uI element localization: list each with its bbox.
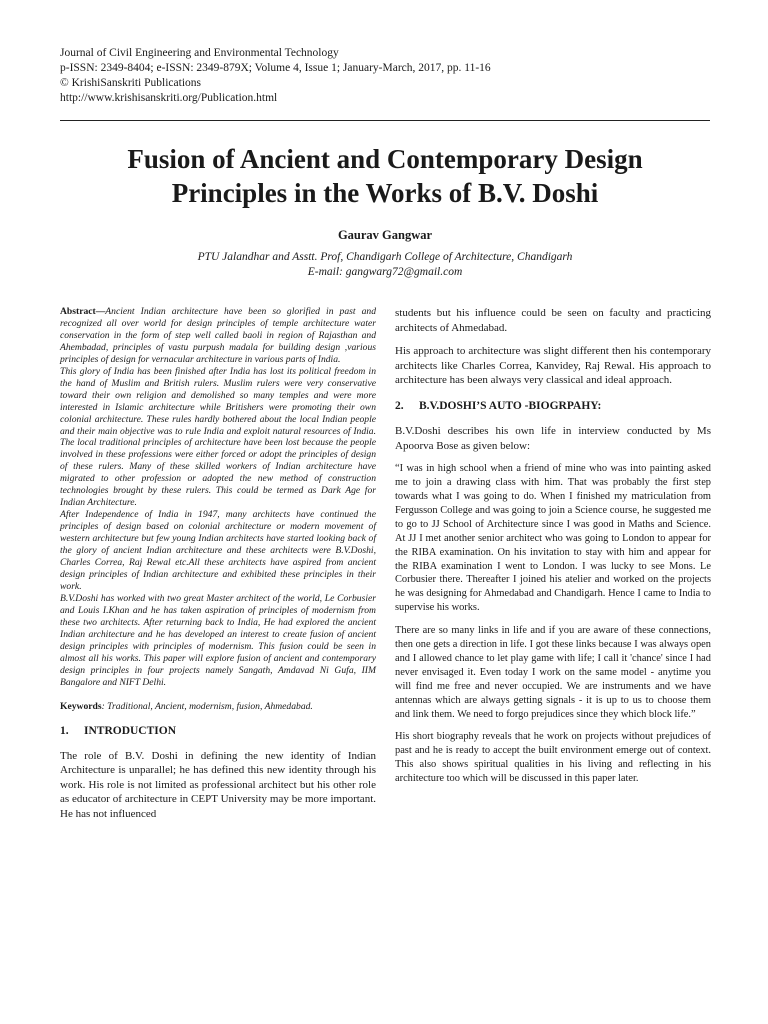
keywords bbox=[60, 701, 376, 713]
section-title: B.V.DOSHI’S AUTO -BIOGRPAHY: bbox=[419, 399, 602, 412]
section-heading-biography bbox=[395, 400, 711, 412]
journal-name: Journal of Civil Engineering and Environmental Technology bbox=[60, 47, 339, 59]
bio-quote-paragraph-1: “I was in high school when a friend of mine who was into painting asked me to join a drawing class with him. That was probably the first step towards what I was going to do. When I finished my matriculation from Fergusson College and was going to join a Science course, he suggested me to go to JJ School of Architecture since I was good in Maths and Science. At JJ I met another senior architect who was going to London to appear for the RIBA examination. On his invitation to stay with him and appear for the RIBA examination I went to London. I was lucky to see Mons. Le Corbusier there. Thereafter I joined his atelier and worked on the projects he was designing for Ahmedabad and Chandigarh. Hence I came to India to supervise his works. bbox=[395, 463, 711, 614]
section-title: INTRODUCTION bbox=[84, 724, 177, 737]
section-number: 2. bbox=[395, 399, 404, 412]
author-affiliation: PTU Jalandhar and Asstt. Prof, Chandigarh College of Architecture, Chandigarh bbox=[197, 251, 573, 263]
intro-paragraph-1: The role of B.V. Doshi in defining the new identity of Indian Architecture is unparallel; he has defined this new identity through his work. His role is not limited as professional architect but his other role as educator of architecture in CEPT University may be more important. He has not influenced bbox=[60, 749, 376, 820]
abstract-paragraph-2: This glory of India has been finished after India has lost its political freedom in the hand of Muslim and British rulers. Muslim rulers were very conservative toward their own religion and demolished so many temples and were more interested in Islamic architecture while Britishers were promoting their own colonial architecture. These rules hardly bothered about the local Indian people and their main objective was to rule India and exploit natural resources of India. The local traditional principles of architecture have been lost because the people involved in these professions were either forced or adopt the principles of design of these rulers. Many of these skilled workers of Indian architecture have migrated to other profession or adopted the new method of construction technologies brought by these rulers. This could be termed as Dark Age for Indian Architecture. bbox=[60, 365, 376, 509]
header-rule bbox=[60, 120, 710, 121]
abstract-label: Abstract— bbox=[60, 306, 106, 317]
paper-title-line-2: Principles in the Works of B.V. Doshi bbox=[171, 178, 599, 208]
author-name: Gaurav Gangwar bbox=[337, 228, 433, 242]
journal-header bbox=[60, 46, 710, 106]
bio-quote-paragraph-2: There are so many links in life and if you are aware of these connections, then one gets a direction in life. I got these links because I was always open and I allowed chance to let play game with life; I call it 'chance' since I had never envisaged it. Even today I work on the same model - anytime you will find me free and never occupied. We are instruments and we have antennas which are always getting signals - it is up to us to choose them and link them. We need to forgo prejudices since they which block life.” bbox=[395, 625, 711, 720]
intro-paragraph-3: His approach to architecture was slight different then his contemporary architects like Charles Correa, Kanvidey, Raj Rewal. His approach to architecture has been always very classical and ideal approach. bbox=[395, 345, 711, 387]
bio-paragraph-1: B.V.Doshi describes his own life in interview conducted by Ms Apoorva Bose as given below: bbox=[395, 424, 711, 452]
abstract-paragraph-1 bbox=[60, 306, 376, 366]
author-affiliation-block bbox=[60, 250, 710, 280]
abstract-paragraph-3: After Independence of India in 1947, many architects have continued the principles of design based on colonial architecture or modern movement of western architecture but few young Indian architects have started looking back of the glory of ancient Indian architecture and these architects were B.V.Doshi, Charles Correa, Raj Rewal etc.All these architects have aspired from ancient design principles of Indian architecture and exhibited these principles in their work. bbox=[60, 509, 376, 592]
abstract-text-1: Ancient Indian architecture have been so glorified in past and recognized all over world for design principles of temple architecture water conservation in the form of step well called baoli in region of Rajasthan and Ahembadad, principles of vastu purpush madala for building design ,various principles of design for vernacular architecture in various parts of India. bbox=[60, 306, 376, 365]
right-column bbox=[395, 306, 711, 795]
section-heading-introduction bbox=[60, 725, 376, 737]
left-column bbox=[60, 306, 376, 830]
abstract-paragraph-4: B.V.Doshi has worked with two great Master architect of the world, Le Corbusier and Louis I.Khan and he has taken aspiration of principles of modernism from these two architects. After returning back to India, He had explored the ancient Indian architecture and he has developed an interest to create fusion of ancient design principles with principles of modernism. This fusion could be seen in almost all his works. This paper will explore fusion of ancient and contemporary design principles in four projects namely Sangath, Amdavad Ni Gufa, IIM Bangalore and NIFT Delhi. bbox=[60, 592, 376, 688]
keywords-label: Keywords bbox=[60, 700, 102, 712]
bio-paragraph-summary: His short biography reveals that he work on projects without prejudices of past and he is ready to accept the built environment emerge out of context. This also shows spiritual qualities in his living and reflecting in his architecture too which will be discussed in this paper later. bbox=[395, 731, 711, 785]
keywords-text: : Traditional, Ancient, modernism, fusion, Ahmedabad. bbox=[101, 700, 313, 712]
journal-publisher: © KrishiSanskriti Publications bbox=[60, 77, 201, 89]
author-email[interactable]: E-mail: gangwarg72@gmail.com bbox=[307, 266, 463, 278]
section-number: 1. bbox=[60, 724, 69, 737]
paper-title-line-1: Fusion of Ancient and Contemporary Design bbox=[127, 144, 643, 174]
journal-url[interactable]: http://www.krishisanskriti.org/Publication.html bbox=[60, 92, 278, 104]
intro-paragraph-2: students but his influence could be seen on faculty and practicing architects of Ahmedabad. bbox=[395, 307, 711, 334]
paper-title bbox=[60, 142, 710, 210]
journal-issn: p-ISSN: 2349-8404; e-ISSN: 2349-879X; Volume 4, Issue 1; January-March, 2017, pp. 11-16 bbox=[60, 62, 491, 74]
